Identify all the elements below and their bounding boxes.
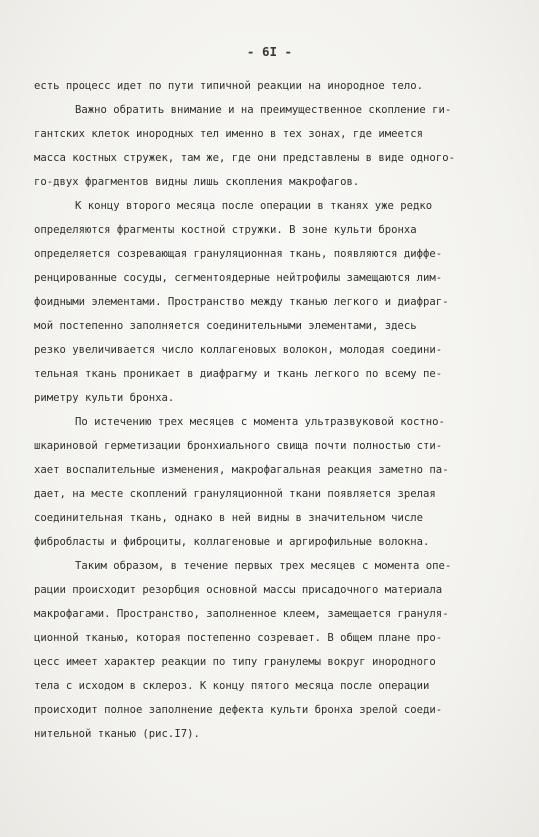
text-line: происходит полное заполнение дефекта культи бронха зрелой соеди-	[34, 704, 443, 716]
text-line: дает, на месте скоплений грануляционной ткани появляется зрелая	[34, 488, 436, 500]
text-line: мой постепенно заполняется соединительными элементами, здесь	[34, 320, 417, 332]
text-line: гантских клеток инородных тел именно в тех зонах, где имеется	[34, 128, 424, 140]
page-number: - 6I -	[246, 44, 293, 59]
text-line: соединительная ткань, однако в ней видны в значительном числе	[34, 512, 424, 524]
text-line: хает воспалительные изменения, макрофагальная реакция заметно па-	[34, 464, 449, 476]
text-line: По истечению трех месяцев с момента ультразвуковой костно-	[75, 416, 445, 428]
text-line: рации происходит резорбция основной массы присадочного материала	[34, 584, 443, 596]
text-line: шкариновой герметизации бронхиального свища почти полностью сти-	[34, 440, 443, 452]
text-line: масса костных стружек, там же, где они представлены в виде одного-	[34, 152, 455, 164]
text-line: К концу второго месяца после операции в тканях уже редко	[75, 200, 433, 212]
text-line: макрофагами. Пространство, заполненное клеем, замещается грануля-	[34, 608, 449, 620]
text-line: резко увеличивается число коллагеновых волокон, молодая соедини-	[34, 344, 443, 356]
text-line: ренцированные сосуды, сегментоядерные нейтрофилы замещаются лим-	[34, 272, 443, 284]
text-line: есть процесс идет по пути типичной реакции на инородное тело.	[34, 80, 424, 92]
text-line: фоидными элементами. Пространство между тканью легкого и диафраг-	[34, 296, 449, 308]
text-line: определяется созревающая грануляционная ткань, появляются диффе-	[34, 248, 443, 260]
text-line: го-двух фрагментов видны лишь скопления макрофагов.	[34, 176, 360, 188]
text-line: ционной тканью, которая постепенно созревает. В общем плане про-	[34, 632, 443, 644]
text-line: определяются фрагменты костной стружки. В зоне культи бронха	[34, 224, 417, 236]
text-line: Таким образом, в течение первых трех месяцев с момента опе-	[75, 560, 452, 572]
text-line: Важно обратить внимание и на преимущественное скопление ги-	[75, 104, 452, 116]
text-line: риметру культи бронха.	[34, 392, 175, 404]
text-line: цесс имеет характер реакции по типу гранулемы вокруг инородного	[34, 656, 436, 668]
text-line: тела с исходом в склероз. К концу пятого месяца после операции	[34, 680, 430, 692]
text-line: тельная ткань проникает в диафрагму и ткань легкого по всему пе-	[34, 368, 443, 380]
text-line: фибробласты и фиброциты, коллагеновые и аргирофильные волокна.	[34, 536, 430, 548]
text-line: нительной тканью (рис.I7).	[34, 728, 200, 740]
